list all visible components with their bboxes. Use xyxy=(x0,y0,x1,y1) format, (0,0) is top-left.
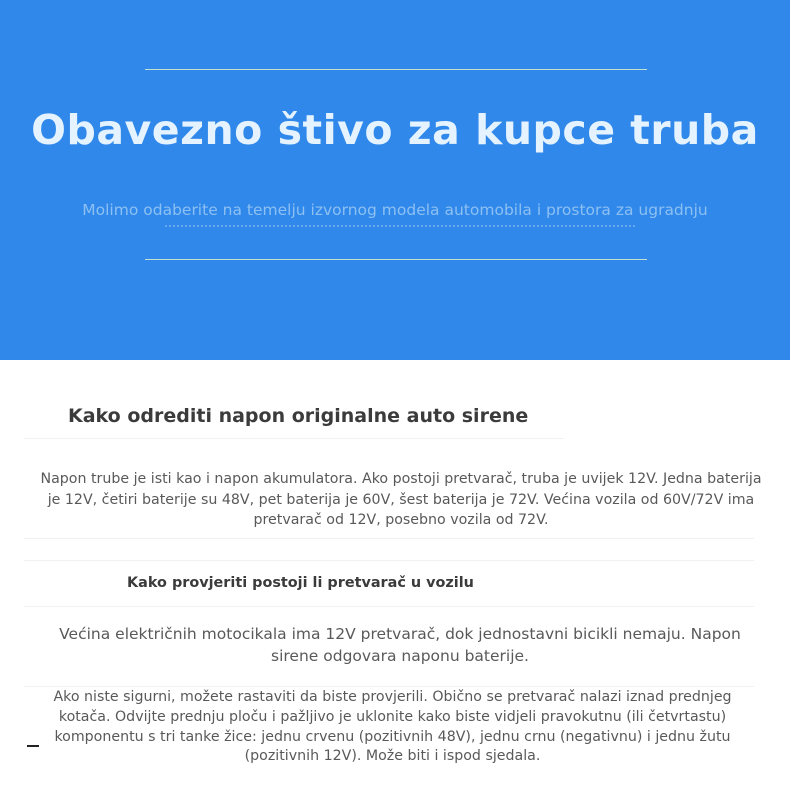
heading-underline-faint xyxy=(24,438,564,439)
dash-mark xyxy=(27,745,39,747)
header-banner xyxy=(0,0,790,360)
section-heading-voltage: Kako odrediti napon originalne auto sirene xyxy=(68,405,529,427)
banner-title: Obavezno štivo za kupce truba xyxy=(31,106,759,154)
disassembly-paragraph: Ako niste sigurni, možete rastaviti da biste provjerili. Obično se pretvarač nalazi iznad prednjeg kotača. Odvijte prednju ploču i pažljivo je uklonite kako biste vidjeli pravokutnu (ili četvrtastu) komponentu s tri tanke žice: jednu crvenu (pozitivnih 48V), jednu crnu (negativnu) i jednu žutu (pozitivnih 12V). Može biti i ispod sjedala. xyxy=(53,689,732,765)
converter-paragraph: Većina električnih motocikala ima 12V pretvarač, dok jednostavni bicikli nemaju. Napon sirene odgovara naponu baterije. xyxy=(59,625,741,665)
banner-bottom-divider xyxy=(145,259,647,260)
section-heading-converter-check: Kako provjeriti postoji li pretvarač u vozilu xyxy=(127,575,474,591)
banner-subtitle: Molimo odaberite na temelju izvornog modela automobila i prostora za ugradnju xyxy=(82,201,708,219)
paragraph-divider-faint xyxy=(24,560,754,561)
banner-subtitle-shadow-line xyxy=(165,225,635,229)
banner-top-divider xyxy=(145,69,647,70)
paragraph-divider-faint xyxy=(24,686,754,687)
paragraph-divider-faint xyxy=(24,538,754,539)
voltage-paragraph: Napon trube je isti kao i napon akumulatora. Ako postoji pretvarač, truba je uvijek 12V. Jedna baterija je 12V, četiri baterije su 48V, pet baterija je 60V, šest baterija je 72V. Većina vozila od 60V/72V ima pretvarač od 12V, posebno vozila od 72V. xyxy=(40,471,762,528)
subheading-divider-faint xyxy=(24,606,754,607)
